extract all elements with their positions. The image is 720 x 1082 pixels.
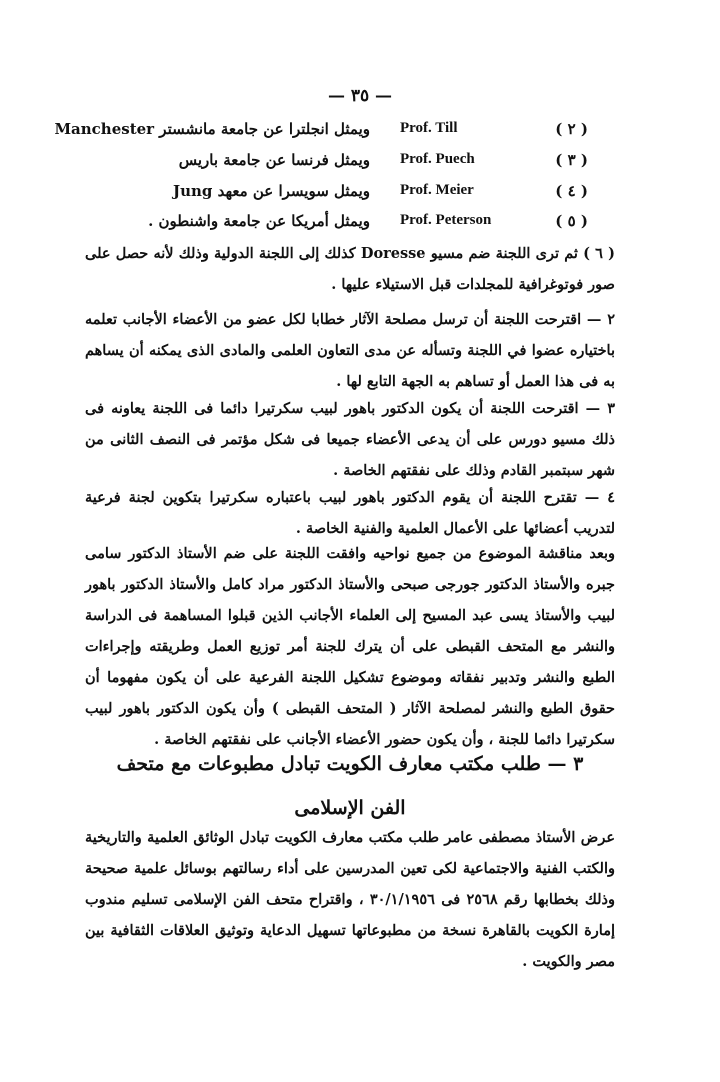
discussion-paragraph: وبعد مناقشة الموضوع من جميع نواحيه وافقت اللجنة على ضم الأستاذ الدكتور سامى جبره والأستاذ الدكتور جورجى صبحى والأستاذ الدكتور مراد كامل والأستاذ الدكتور باهور لبيب والأستاذ يسى عبد المسيح إلى العلماء الأجانب الذين قبلوا المساهمة فى الدراسة والنشر مع المتحف القبطى على أن يترك للجنة أمر توزيع العمل وطريقته وإجراءات الطبع والنشر وتدبير نفقاته وموضوع تشكيل اللجنة الفرعية على أن يكون مفهوما أن حقوق الطبع والنشر لمصلحة الآثار ( المتحف القبطى ) وأن يكون الدكتور باهور لبيب سكرتيرا دائما للجنة ، وأن يكون حضور الأعضاء الأجانب على نفقتهم الخاصة . [85, 545, 615, 748]
member-number: ( ٢ ) [555, 120, 588, 138]
member-name: Prof. Meier [400, 182, 474, 198]
proposal-2-paragraph: ٢ — اقترحت اللجنة أن ترسل مصلحة الآثار خطابا لكل عضو من الأعضاء الأجانب تعلمه باختياره عضوا في اللجنة وتسأله عن مدى التعاون العلمى والمادى الذى يمكنه أن يساهم به فى هذا العمل أو تساهم به الجهة التابع لها . [85, 311, 615, 390]
section-heading-line-2: الفن الإسلامى [294, 797, 406, 819]
member-number: ( ٥ ) [555, 212, 588, 230]
member-name: Prof. Peterson [400, 212, 492, 228]
member-name: Prof. Puech [400, 151, 475, 167]
proposal-3-paragraph: ٣ — اقترحت اللجنة أن يكون الدكتور باهور لبيب سكرتيرا دائما فى اللجنة يعاونه فى ذلك مسيو دورس على أن يدعى الأعضاء جميعا فى شكل مؤتمر فى النصف الثانى من شهر سبتمبر القادم وذلك على نفقتهم الخاصة . [85, 400, 615, 479]
proposal-4-paragraph: ٤ — تقترح اللجنة أن يقوم الدكتور باهور لبيب باعتباره سكرتيرا بتكوين لجنة فرعية لتدريب أعضائها على الأعمال العلمية والفنية الخاصة . [85, 489, 615, 537]
member-line-3 [130, 151, 588, 177]
member-description: ويمثل فرنسا عن جامعة باريس [178, 151, 370, 169]
member-description: ويمثل سويسرا عن معهد Jung [172, 182, 370, 200]
member-line-4 [130, 182, 588, 208]
kuwait-request-paragraph: عرض الأستاذ مصطفى عامر طلب مكتب معارف الكويت تبادل الوثائق العلمية والتاريخية والكتب الفنية والاجتماعية لكى تعين المدرسين على أداء رسالتهم بوسائل علمية صحيحة وذلك بخطابها رقم ٢٥٦٨ فى ٣٠/١/١٩٥٦ ، واقتراح متحف الفن الإسلامى تسليم مندوب إمارة الكويت بالقاهرة نسخة من مطبوعاتها تسهيل الدعاية وتوثيق العلاقات الثقافية بين مصر والكويت . [85, 829, 616, 970]
member-description: ويمثل أمريكا عن جامعة واشنطون . [148, 212, 370, 230]
member-number: ( ٣ ) [555, 151, 588, 169]
member-name: Prof. Till [400, 120, 458, 136]
member-line-5 [130, 212, 588, 238]
member-number: ( ٤ ) [555, 182, 588, 200]
section-heading-line-1: ٣ — طلب مكتب معارف الكويت تبادل مطبوعات مع متحف [116, 753, 584, 775]
member-line-2 [54, 120, 588, 146]
item-6-paragraph: ( ٦ ) ثم ترى اللجنة ضم مسيو Doresse كذلك إلى اللجنة الدولية وذلك لأنه حصل على صور فوتوغرافية للمجلدات قبل الاستيلاء عليها . [85, 245, 615, 293]
page-number: — ٣٥ — [327, 86, 393, 106]
member-description: ويمثل انجلترا عن جامعة مانشستر Manchester [54, 120, 370, 138]
